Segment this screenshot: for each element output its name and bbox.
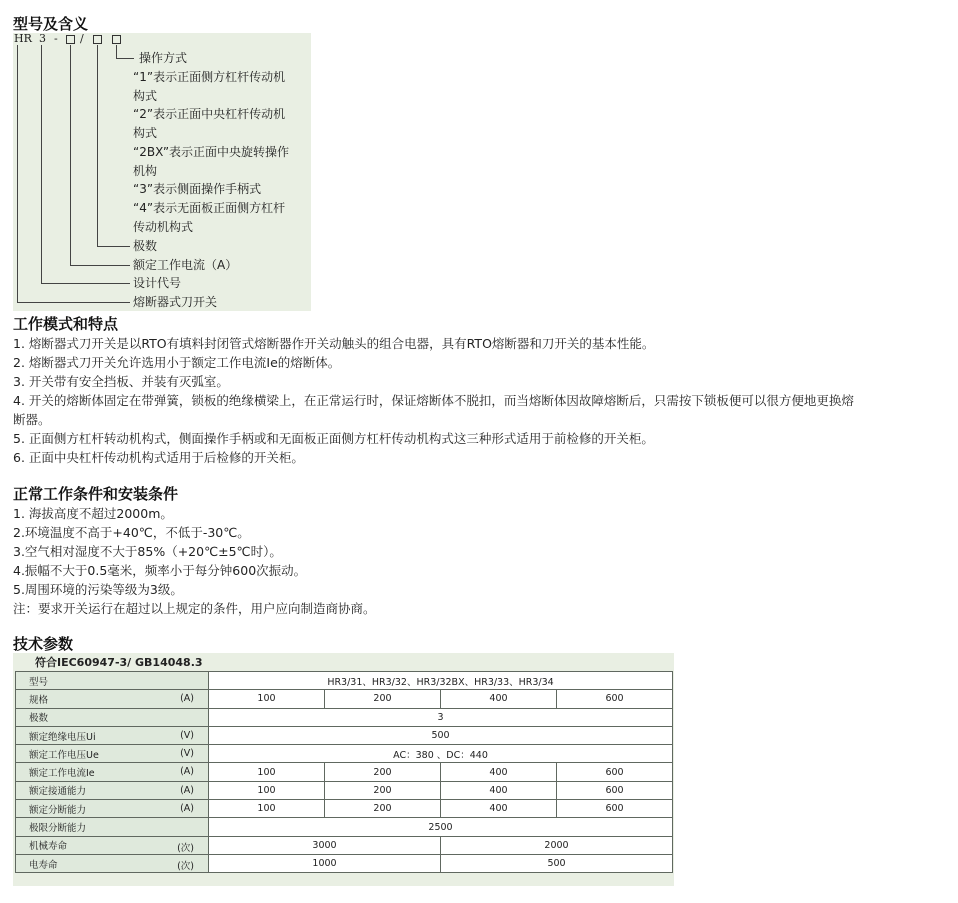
connector-line — [70, 265, 130, 266]
row-unit: (A) — [180, 784, 194, 796]
connector-line — [70, 45, 71, 265]
features-line: 3. 开关带有安全挡板、并装有灭弧室。 — [13, 374, 229, 389]
code-placeholder-box — [66, 35, 75, 44]
row-name — [16, 854, 209, 872]
table-row — [16, 818, 673, 836]
row-unit: (A) — [180, 766, 194, 778]
connector-line — [97, 45, 98, 246]
table-cell: 600 — [557, 763, 673, 781]
table-row — [16, 800, 673, 818]
features-title: 工作模式和特点 — [13, 315, 119, 333]
code-label-poles: 极数 — [133, 239, 158, 253]
code-prefix: HR — [14, 32, 32, 45]
table-row — [16, 836, 673, 854]
code-digit: 3 — [39, 32, 46, 45]
code-label-line: 构式 — [133, 89, 158, 103]
code-label-current: 额定工作电流（A） — [133, 258, 238, 272]
code-placeholder-box — [112, 35, 121, 44]
model-code-diagram — [13, 33, 311, 311]
code-label-design: 设计代号 — [133, 276, 182, 290]
code-label-line: 构式 — [133, 126, 158, 140]
table-row — [16, 690, 673, 708]
connector-line — [17, 302, 130, 303]
table-cell: 600 — [557, 690, 673, 708]
row-name — [16, 800, 209, 818]
row-unit: (次) — [177, 842, 194, 854]
table-cell: 600 — [557, 800, 673, 818]
code-dash: - — [54, 32, 58, 45]
row-name — [16, 690, 209, 708]
row-name — [16, 763, 209, 781]
row-name — [16, 745, 209, 763]
conditions-line: 5.周围环境的污染等级为3级。 — [13, 582, 183, 597]
table-row — [16, 708, 673, 726]
row-name — [16, 672, 209, 690]
table-cell: 2500 — [209, 818, 673, 836]
features-line: 断器。 — [13, 412, 51, 427]
code-label-line: “2BX”表示正面中央旋转操作 — [133, 145, 290, 159]
table-cell: 400 — [441, 763, 557, 781]
table-row — [16, 763, 673, 781]
row-name — [16, 708, 209, 726]
row-name — [16, 726, 209, 744]
table-row — [16, 854, 673, 872]
code-label-line: “1”表示正面侧方杠杆传动机 — [133, 70, 286, 84]
row-name-text: 额定绝缘电压Ui — [29, 731, 96, 743]
table-cell: 400 — [441, 781, 557, 799]
tech-panel — [13, 653, 674, 886]
table-cell: 3 — [209, 708, 673, 726]
connector-line — [97, 246, 130, 247]
features-line: 2. 熔断器式刀开关允许选用小于额定工作电流Ie的熔断体。 — [13, 355, 341, 370]
table-cell: 2000 — [441, 836, 673, 854]
row-name-text: 额定工作电流Ie — [29, 768, 95, 780]
table-cell: 100 — [209, 800, 325, 818]
connector-line — [41, 45, 42, 283]
table-cell: 400 — [441, 690, 557, 708]
code-label-line: 机构 — [133, 164, 158, 178]
table-cell: 1000 — [209, 854, 441, 872]
conditions-note: 注：要求开关运行在超过以上规定的条件，用户应向制造商协商。 — [13, 601, 376, 616]
features-line: 1. 熔断器式刀开关是以RTO有填料封闭管式熔断器作开关动触头的组合电器，具有RTO熔断器和刀开关的基本性能。 — [13, 336, 655, 351]
row-name — [16, 818, 209, 836]
table-cell: 200 — [325, 800, 441, 818]
table-cell: 3000 — [209, 836, 441, 854]
row-unit: (A) — [180, 693, 194, 705]
features-line: 5. 正面侧方杠杆转动机构式，侧面操作手柄或和无面板正面侧方杠杆传动机构式这三种形式适用于前检修的开关柜。 — [13, 431, 654, 446]
table-row — [16, 745, 673, 763]
row-name-text: 机械寿命 — [29, 841, 68, 853]
connector-line — [41, 283, 130, 284]
table-cell: 200 — [325, 763, 441, 781]
row-name-text: 电寿命 — [29, 859, 58, 871]
table-cell: 500 — [209, 726, 673, 744]
row-unit: (次) — [177, 860, 194, 872]
table-row — [16, 726, 673, 744]
table-cell: 100 — [209, 763, 325, 781]
table-cell: 100 — [209, 781, 325, 799]
code-label-operation: 操作方式 — [139, 51, 188, 65]
features-line: 6. 正面中央杠杆传动机构式适用于后检修的开关柜。 — [13, 450, 304, 465]
row-unit: (V) — [180, 748, 194, 760]
tech-title: 技术参数 — [13, 635, 74, 653]
table-cell: AC：380 、DC：440 — [209, 745, 673, 763]
table-cell: 500 — [441, 854, 673, 872]
row-name-text: 极限分断能力 — [29, 823, 87, 835]
table-row — [16, 672, 673, 690]
code-label-product: 熔断器式刀开关 — [133, 295, 218, 309]
row-name-text: 额定工作电压Ue — [29, 749, 99, 761]
model-section-title: 型号及含义 — [13, 15, 89, 33]
conditions-line: 4.振幅不大于0.5毫米，频率小于每分钟600次振动。 — [13, 563, 307, 578]
table-row — [16, 781, 673, 799]
row-name-text: 型号 — [29, 676, 49, 688]
row-name — [16, 781, 209, 799]
table-cell: 200 — [325, 781, 441, 799]
row-unit: (A) — [180, 803, 194, 815]
table-cell: 600 — [557, 781, 673, 799]
table-cell: 200 — [325, 690, 441, 708]
table-cell: HR3/31、HR3/32、HR3/32BX、HR3/33、HR3/34 — [209, 672, 673, 690]
conditions-line: 1. 海拔高度不超过2000m。 — [13, 506, 173, 521]
row-name-text: 规格 — [29, 694, 49, 706]
code-label-line: “4”表示无面板正面侧方杠杆 — [133, 201, 286, 215]
connector-line — [116, 58, 134, 59]
row-name-text: 额定分断能力 — [29, 804, 87, 816]
row-name-text: 额定接通能力 — [29, 786, 87, 798]
connector-line — [17, 45, 18, 302]
code-slash: / — [80, 32, 84, 45]
connector-line — [116, 45, 117, 58]
row-unit: (V) — [180, 729, 194, 741]
table-cell: 400 — [441, 800, 557, 818]
conditions-title: 正常工作条件和安装条件 — [13, 485, 179, 503]
conditions-line: 2.环境温度不高于+40℃，不低于-30℃。 — [13, 525, 250, 540]
table-cell: 100 — [209, 690, 325, 708]
code-label-line: “2”表示正面中央杠杆传动机 — [133, 107, 286, 121]
features-line: 4. 开关的熔断体固定在带弹簧，锁板的绝缘横梁上，在正常运行时，保证熔断体不脱扣，而当熔断体因故障熔断后，只需按下锁板便可以很方便地更换熔 — [13, 393, 854, 408]
tech-standard: 符合IEC60947-3/ GB14048.3 — [35, 656, 203, 669]
code-label-line: 传动机构式 — [133, 220, 194, 234]
row-name-text: 极数 — [29, 713, 49, 725]
conditions-line: 3.空气相对湿度不大于85%（+20℃±5℃时）。 — [13, 544, 282, 559]
row-name — [16, 836, 209, 854]
spec-table — [15, 671, 673, 873]
code-label-line: “3”表示侧面操作手柄式 — [133, 182, 262, 196]
code-placeholder-box — [93, 35, 102, 44]
